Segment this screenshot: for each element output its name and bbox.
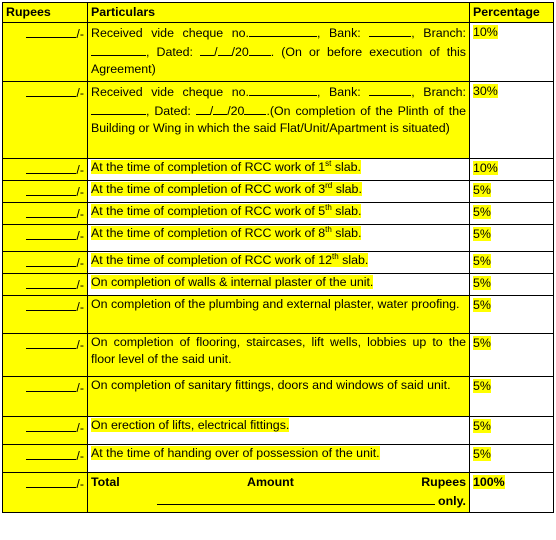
rupees-cell: /- (3, 445, 88, 473)
rupees-blank[interactable] (26, 335, 76, 349)
table-row (3, 296, 554, 334)
rupees-cell: /- (3, 473, 88, 513)
rupees-cell: /- (3, 377, 88, 417)
table-row (3, 203, 554, 225)
date-month-blank[interactable] (213, 101, 227, 115)
rupees-blank[interactable] (26, 83, 76, 97)
rupees-label: Rupees (421, 475, 466, 489)
percentage-cell: 5% (470, 334, 554, 377)
table-row (3, 82, 554, 159)
rupees-cell: /- (3, 225, 88, 252)
particulars-cell: At the time of completion of RCC work of 3rd slab. (88, 181, 470, 203)
percentage-cell: 5% (470, 417, 554, 445)
cheque-no-blank[interactable] (249, 82, 317, 96)
rupees-blank[interactable] (26, 253, 76, 267)
rupees-blank[interactable] (26, 226, 76, 240)
particulars-cell: At the time of completion of RCC work of 12th slab. (88, 252, 470, 274)
particulars-cell: On completion of flooring, staircases, lift wells, lobbies up to the floor level of the said unit. (88, 334, 470, 377)
particulars-cell: Received vide cheque no. , Bank: , Branch: , Dated: / /20 . (On or before execution of this Agreement) (88, 23, 470, 82)
rupees-cell: /- (3, 82, 88, 159)
rupees-blank[interactable] (26, 418, 76, 432)
rupees-cell: /- (3, 203, 88, 225)
total-row (3, 473, 554, 513)
rupees-blank[interactable] (26, 182, 76, 196)
rupees-cell: /- (3, 334, 88, 377)
rupees-blank[interactable] (26, 378, 76, 392)
date-day-blank[interactable] (196, 101, 210, 115)
rupees-blank[interactable] (26, 160, 76, 174)
percentage-cell: 10% (470, 23, 554, 82)
percentage-cell: 5% (470, 445, 554, 473)
cheque-no-blank[interactable] (249, 23, 317, 37)
bank-blank[interactable] (369, 82, 411, 96)
particulars-cell: Received vide cheque no. , Bank: , Branch: , Dated: / /20 .(On completion of the Plinth of the Building or Wing in which the said Flat/Unit/Apartment is situated) (88, 82, 470, 159)
rupees-blank[interactable] (26, 24, 76, 38)
percentage-cell: 5% (470, 252, 554, 274)
only-label: only. (434, 494, 466, 508)
branch-blank[interactable] (91, 101, 146, 115)
rupees-cell: /- (3, 181, 88, 203)
percentage-cell: 30% (470, 82, 554, 159)
table-row (3, 417, 554, 445)
percentage-cell: 100% (470, 473, 554, 513)
amount-words-blank[interactable] (157, 491, 435, 505)
header-particulars: Particulars (88, 3, 470, 23)
date-year-blank[interactable] (249, 42, 271, 56)
header-rupees: Rupees (3, 3, 88, 23)
percentage-cell: 5% (470, 181, 554, 203)
table-row (3, 225, 554, 252)
rupees-blank[interactable] (26, 275, 76, 289)
rupees-cell: /- (3, 417, 88, 445)
header-row (3, 3, 554, 23)
bank-blank[interactable] (369, 23, 411, 37)
particulars-cell: On completion of walls & internal plaster of the unit. (88, 274, 470, 296)
percentage-cell: 5% (470, 203, 554, 225)
table-row (3, 334, 554, 377)
rupees-cell: /- (3, 252, 88, 274)
payment-schedule-table (2, 2, 554, 513)
rupees-cell: /- (3, 296, 88, 334)
rupees-cell: /- (3, 274, 88, 296)
percentage-cell: 5% (470, 274, 554, 296)
particulars-cell: On completion of sanitary fittings, doors and windows of said unit. (88, 377, 470, 417)
percentage-cell: 5% (470, 377, 554, 417)
date-year-blank[interactable] (244, 101, 266, 115)
table-row (3, 252, 554, 274)
table-row (3, 377, 554, 417)
rupees-blank[interactable] (26, 297, 76, 311)
amount-label: Amount (247, 475, 294, 489)
rupees-cell: /- (3, 23, 88, 82)
rupees-blank[interactable] (26, 474, 76, 488)
rupees-cell: /- (3, 159, 88, 181)
percentage-cell: 10% (470, 159, 554, 181)
branch-blank[interactable] (91, 42, 146, 56)
rupees-blank[interactable] (26, 204, 76, 218)
date-day-blank[interactable] (200, 42, 214, 56)
table-row (3, 274, 554, 296)
date-month-blank[interactable] (218, 42, 232, 56)
percentage-cell: 5% (470, 296, 554, 334)
table-row (3, 23, 554, 82)
particulars-cell: At the time of completion of RCC work of 8th slab. (88, 225, 470, 252)
particulars-cell: At the time of completion of RCC work of 1st slab. (88, 159, 470, 181)
total-label: Total (91, 475, 120, 489)
particulars-cell: On erection of lifts, electrical fittings. (88, 417, 470, 445)
table-row (3, 445, 554, 473)
table-row (3, 181, 554, 203)
particulars-cell: On completion of the plumbing and external plaster, water proofing. (88, 296, 470, 334)
percentage-cell: 5% (470, 225, 554, 252)
particulars-cell: At the time of handing over of possession of the unit. (88, 445, 470, 473)
particulars-cell: At the time of completion of RCC work of 5th slab. (88, 203, 470, 225)
header-percentage: Percentage (470, 3, 554, 23)
total-particulars-cell (88, 473, 470, 513)
rupees-blank[interactable] (26, 446, 76, 460)
table-row (3, 159, 554, 181)
